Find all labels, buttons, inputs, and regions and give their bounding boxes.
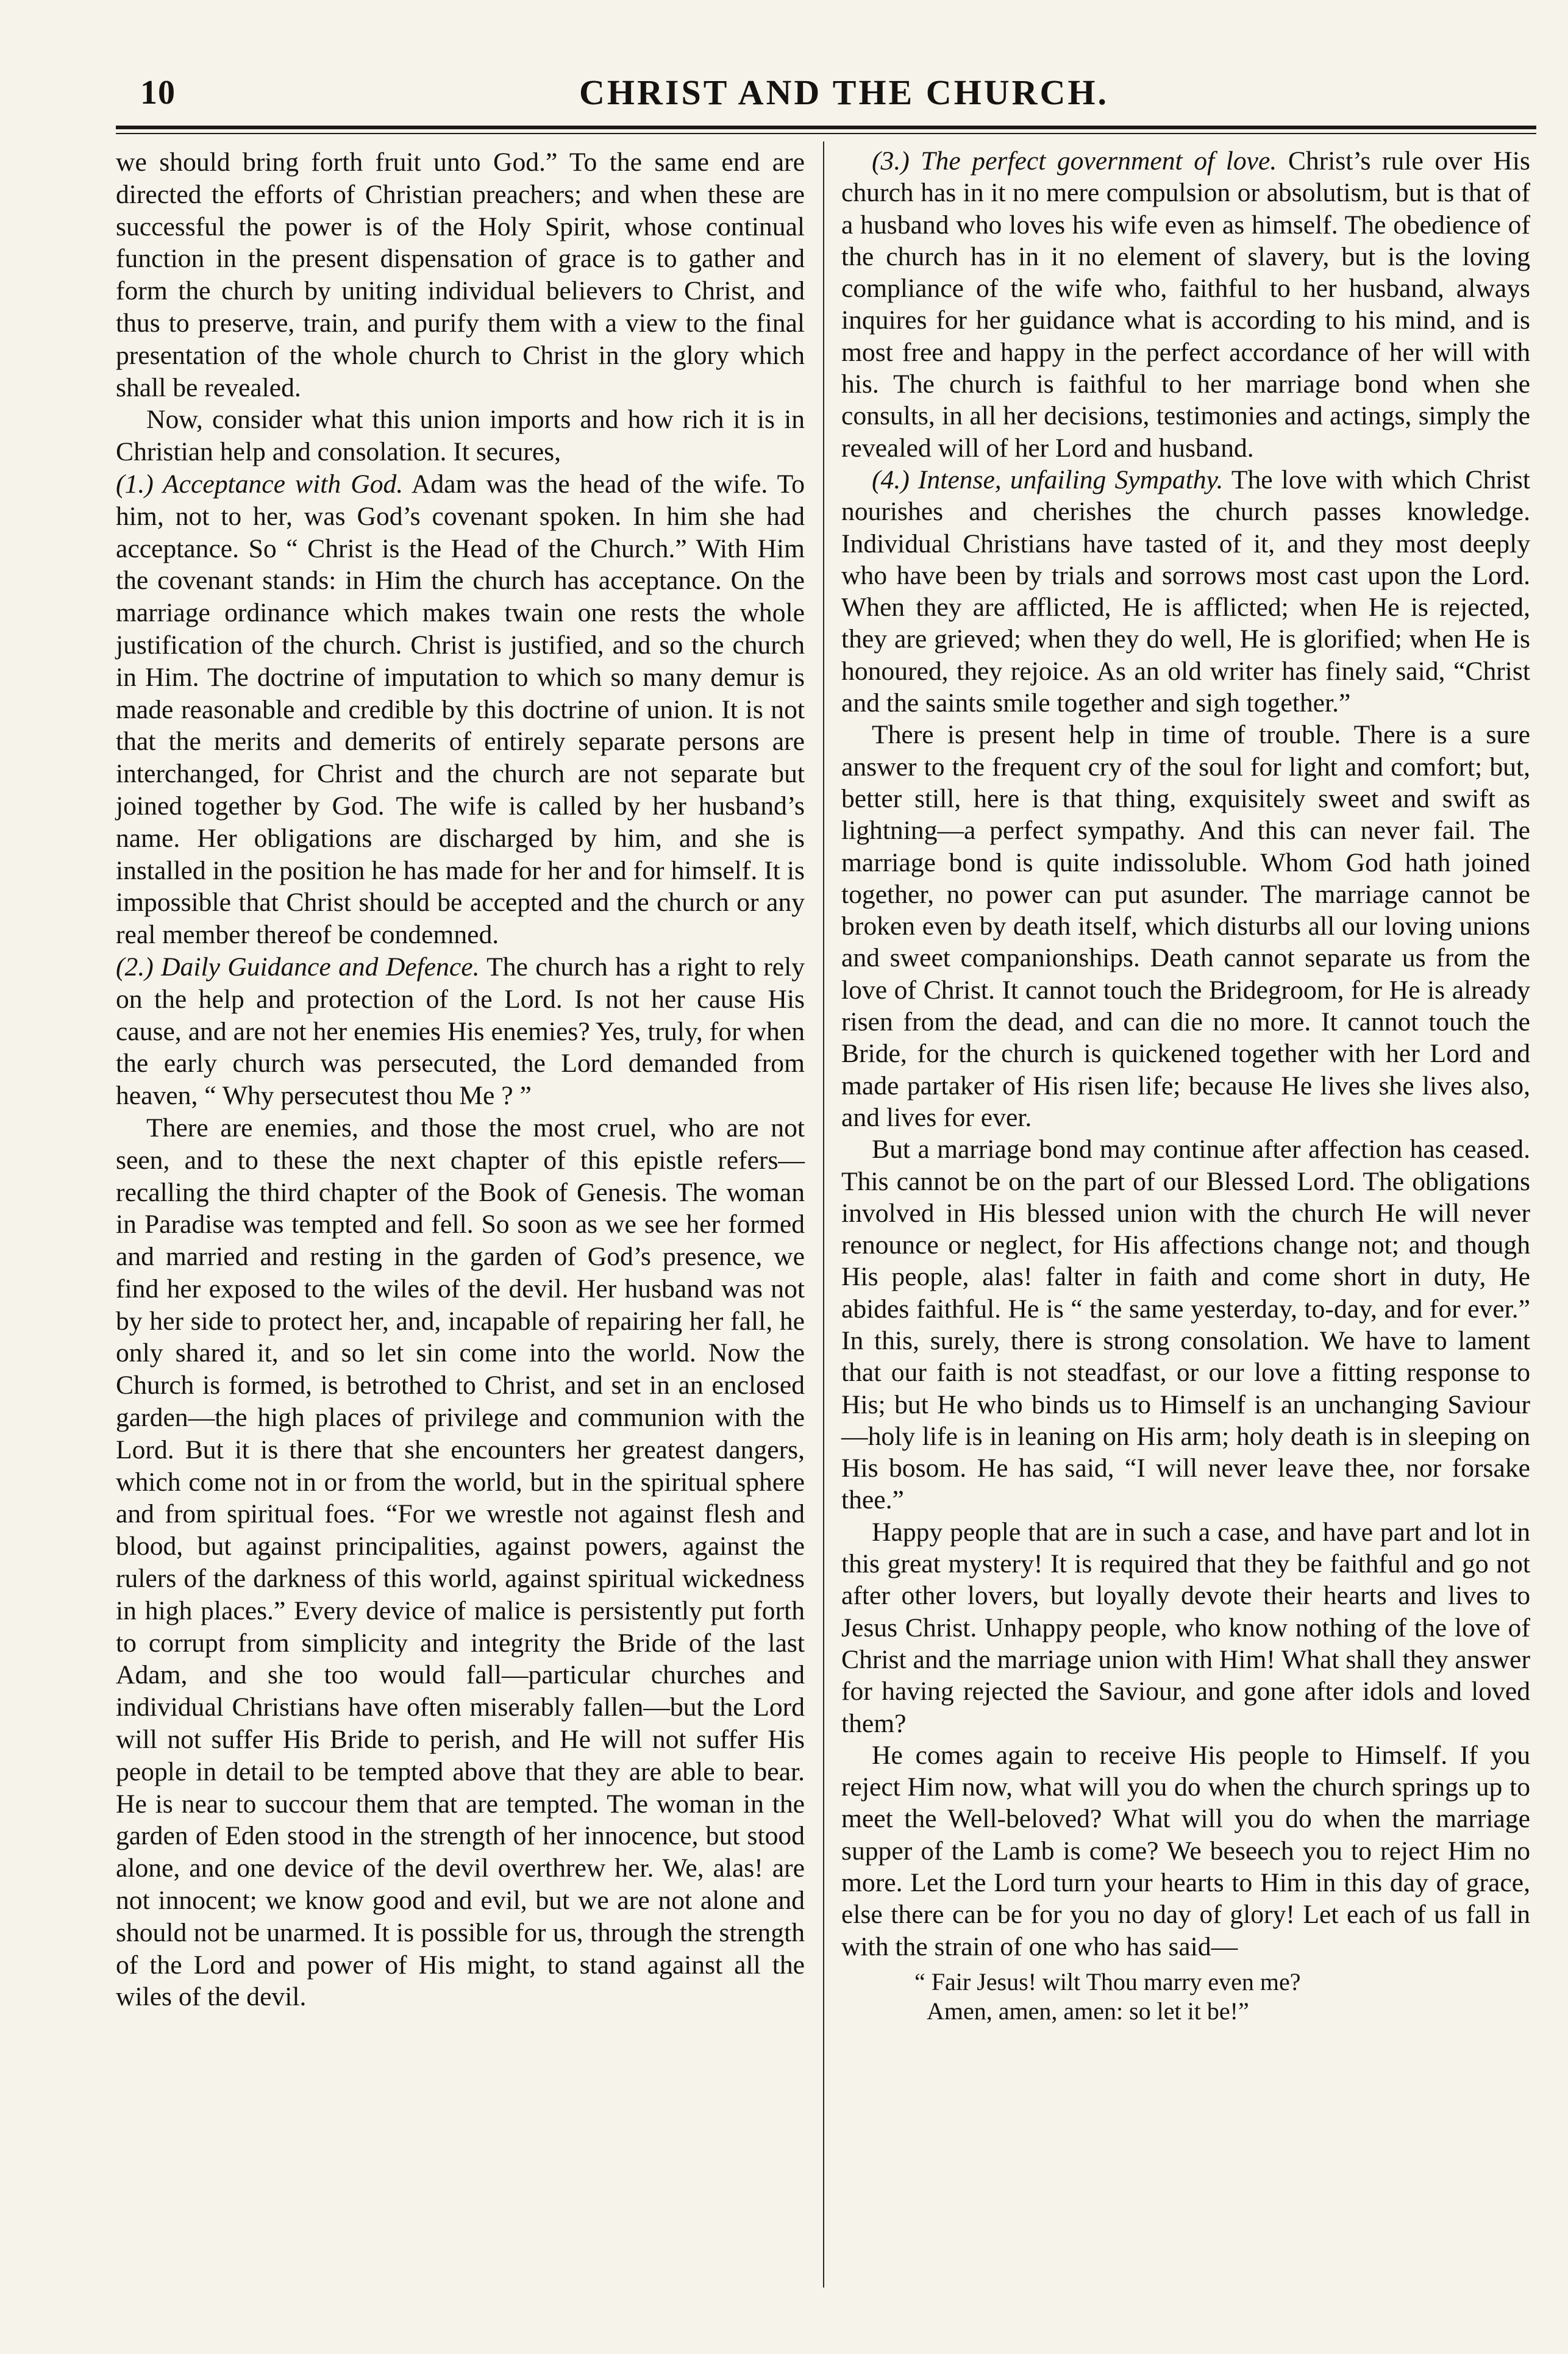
paragraph-text: The church has a right to rely on the help and protection of the Lord. Is not her cause His cause, and are not her enemies His enemies? Yes, truly, for when the early church was persecuted, the Lord demanded from heaven, “ Why persecutest thou Me ? ”	[116, 952, 805, 1111]
header-rule-thin	[116, 133, 1536, 134]
paragraph-text: The love with which Christ nourishes and cherishes the church passes knowledge. Individual Christians have tasted of it, and they most deeply who have been by trials and sorrows most cast upon the Lord. When they are afflicted, He is afflicted; when He is rejected, they are grieved; when they do well, He is glorified; when He is honoured, they rejoice. As an old writer has finely said, “Christ and the saints smile together and sigh together.”	[841, 465, 1530, 718]
paragraph: There are enemies, and those the most cruel, who are not seen, and to these the next chapter of this epistle refers—recalling the third chapter of the Book of Genesis. The woman in Paradise was tempted and fell. So soon as we see her formed and married and resting in the garden of God’s presence, we find her exposed to the wiles of the devil. Her husband was not by her side to protect her, and, incapable of repairing her fall, he only shared it, and so let sin come into the world. Now the Church is formed, is betrothed to Christ, and set in an enclosed garden—the high places of privilege and communion with the Lord. But it is there that she encounters her greatest dangers, which come not in or from the world, but in the spiritual sphere and from spiritual foes. “For we wrestle not against flesh and blood, but against principalities, against powers, against the rulers of the darkness of this world, against spiritual wickedness in high places.” Every device of malice is persistently put forth to corrupt from simplicity and integrity the Bride of the last Adam, and she too would fall—particular churches and individual Christians have often miserably fallen—but the Lord will not suffer His Bride to perish, and He will not suffer His people in detail to be tempted above that they are able to bear. He is near to succour them that are tempted. The woman in the garden of Eden stood in the strength of her innocence, but stood alone, and one device of the devil overthrew her. We, alas! are not innocent; we know good and evil, but we are not alone and should not be unarmed. It is possible for us, through the strength of the Lord and power of His might, to stand against all the wiles of the devil.	[116, 1113, 805, 2012]
paragraph: Now, consider what this union imports and how rich it is in Christian help and consolation. It secures,	[116, 405, 805, 467]
paragraph-text: Adam was the head of the wife. To him, not to her, was God’s covenant spoken. In him she had acceptance. So “ Christ is the Head of the Church.” With Him the covenant stands: in Him the church has acceptance. On the marriage ordinance which makes twain one rests the whole justification of the church. Christ is justified, and so the church in Him. The doctrine of imputation to which so many demur is made reasonable and credible by this doctrine of union. It is not that the merits and demerits of entirely separate persons are interchanged, for Christ and the church are not separate but joined together by God. The wife is called by her husband’s name. Her obligations are discharged by him, and she is installed in the position he has made for her and for himself. It is impossible that Christ should be accepted and the church or any real member thereof be condemned.	[116, 469, 805, 950]
paragraph: There is present help in time of trouble. There is a sure answer to the frequent cry of the soul for light and comfort; but, better still, here is that thing, exquisitely sweet and swift as lightning—a perfect sympathy. And this can never fail. The marriage bond is quite indissoluble. Whom God hath joined together, no power can put asunder. The marriage cannot be broken even by death itself, which disturbs all our loving unions and sweet companionships. Death cannot separate us from the love of Christ. It cannot touch the Bridegroom, for He is already risen from the dead, and can die no more. It cannot touch the Bride, for the church is quickened together with her Lord and made partaker of His risen life; because He lives she lives also, and lives for ever.	[841, 720, 1530, 1132]
left-column	[116, 146, 805, 2013]
paragraph: He comes again to receive His people to Himself. If you reject Him now, what will you do when the church springs up to meet the Well-beloved? What will you do when the marriage supper of the Lamb is come? We beseech you to reject Him no more. Let the Lord turn your hearts to Him in this day of grace, else there can be for you no day of glory! Let each of us fall in with the strain of one who has said—	[841, 1740, 1530, 1961]
section-heading: (1.) Acceptance with God.	[116, 469, 404, 499]
paragraph-text: Christ’s rule over His church has in it no mere compulsion or absolutism, but is that of a husband who loves his wife even as himself. The obedience of the church has in it no element of slavery, but is the loving compliance of the wife who, faithful to her husband, always inquires for her guidance what is according to his mind, and is most free and happy in the perfect accordance of her will with his. The church is faithful to her marriage bond when she consults, in all her decisions, testimonies and actings, simply the revealed will of her Lord and husband.	[841, 146, 1530, 463]
paragraph: Happy people that are in such a case, and have part and lot in this great mystery! It is required that they be faithful and go not after other lovers, but loyally devote their hearts and lives to Jesus Christ. Unhappy people, who know nothing of the love of Christ and the marriage union with Him! What shall they answer for having rejected the Saviour, and gone after idols and loved them?	[841, 1517, 1530, 1738]
paragraph	[841, 145, 1530, 464]
verse-line: “ Fair Jesus! wilt Thou marry even me?	[914, 1967, 1301, 1996]
paragraph	[841, 464, 1530, 719]
paragraph: we should bring forth fruit unto God.” To the same end are directed the efforts of Christian preachers; and when these are successful the power is of the Holy Spirit, whose continual function in the present dispensation of grace is to gather and form the church by uniting individual believers to Christ, and thus to preserve, train, and purify them with a view to the final presentation of the whole church to Christ in the glory which shall be revealed.	[116, 148, 805, 402]
page-header	[116, 72, 1536, 127]
paragraph	[116, 468, 805, 951]
paragraph: But a marriage bond may continue after affection has ceased. This cannot be on the part of our Blessed Lord. The obligations involved in His blessed union with the church He will never renounce or neglect, for His affections change not; and though His people, alas! falter in faith and come short in duty, He abides faithful. He is “ the same yesterday, to-day, and for ever.” In this, surely, there is strong consolation. We have to lament that our faith is not steadfast, or our love a fitting response to His; but He who binds us to Himself is an unchanging Saviour—holy life is in leaning on His arm; holy death is in sleeping on His bosom. He has said, “I will never leave thee, nor forsake thee.”	[841, 1135, 1530, 1515]
verse-line: Amen, amen, amen: so let it be!”	[927, 1997, 1249, 2025]
page-number: 10	[140, 74, 176, 112]
section-heading: (4.) Intense, unfailing Sympathy.	[872, 465, 1224, 494]
section-heading: (3.) The perfect government of love.	[872, 146, 1277, 176]
section-heading: (2.) Daily Guidance and Defence.	[116, 952, 480, 982]
right-column	[841, 145, 1530, 2026]
closing-verse	[841, 1967, 1530, 2026]
column-divider	[823, 141, 824, 2288]
paragraph	[116, 951, 805, 1112]
running-title: CHRIST AND THE CHURCH.	[579, 73, 1110, 112]
header-rule	[116, 126, 1536, 129]
